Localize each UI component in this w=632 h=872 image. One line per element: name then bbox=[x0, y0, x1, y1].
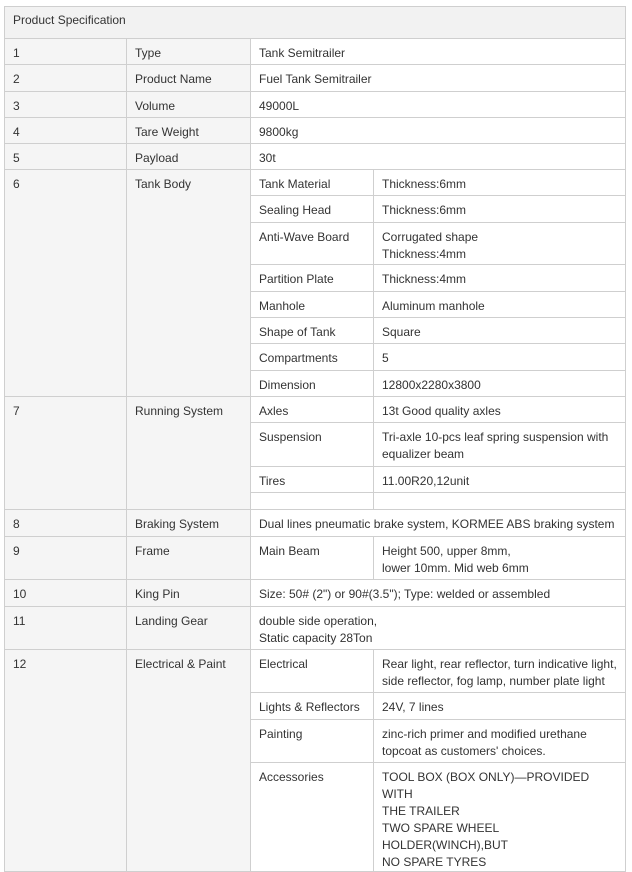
row-value: Fuel Tank Semitrailer bbox=[251, 65, 626, 92]
table-row bbox=[5, 144, 626, 170]
sub-item-name: Sealing Head bbox=[251, 196, 374, 223]
row-number: 7 bbox=[5, 397, 127, 510]
row-item: Type bbox=[127, 39, 251, 65]
sub-item-value: Square bbox=[374, 318, 626, 344]
table-row bbox=[5, 65, 626, 92]
table-row bbox=[5, 650, 626, 693]
row-number: 12 bbox=[5, 650, 127, 872]
sub-item-name: Tank Material bbox=[251, 170, 374, 196]
sub-item-name: Shape of Tank bbox=[251, 318, 374, 344]
sub-item-name: Axles bbox=[251, 397, 374, 423]
row-value: Dual lines pneumatic brake system, KORMEE ABS braking system bbox=[251, 510, 626, 537]
table-row bbox=[5, 607, 626, 650]
table-row bbox=[5, 170, 626, 196]
sub-item-name: Accessories bbox=[251, 763, 374, 872]
table-row bbox=[5, 397, 626, 423]
sub-item-value: Corrugated shape Thickness:4mm bbox=[374, 223, 626, 265]
table-row bbox=[5, 92, 626, 118]
row-item: Electrical & Paint bbox=[127, 650, 251, 872]
table-row bbox=[5, 510, 626, 537]
sub-item-value: Tri-axle 10-pcs leaf spring suspension with equalizer beam bbox=[374, 423, 626, 467]
table-row bbox=[5, 580, 626, 607]
row-value: Tank Semitrailer bbox=[251, 39, 626, 65]
sub-item-name: Compartments bbox=[251, 344, 374, 371]
sub-item-value: Height 500, upper 8mm, lower 10mm. Mid web 6mm bbox=[374, 537, 626, 580]
row-item: Payload bbox=[127, 144, 251, 170]
row-number: 3 bbox=[5, 92, 127, 118]
table-title: Product Specification bbox=[5, 7, 626, 39]
sub-item-value: TOOL BOX (BOX ONLY)—PROVIDED WITH THE TRAILER TWO SPARE WHEEL HOLDER(WINCH),BUT NO SPARE TYRES bbox=[374, 763, 626, 872]
row-item: Running System bbox=[127, 397, 251, 510]
row-number: 8 bbox=[5, 510, 127, 537]
row-number: 5 bbox=[5, 144, 127, 170]
sub-item-name: Main Beam bbox=[251, 537, 374, 580]
sub-item-name: Electrical bbox=[251, 650, 374, 693]
row-number: 9 bbox=[5, 537, 127, 580]
row-number: 1 bbox=[5, 39, 127, 65]
row-number: 6 bbox=[5, 170, 127, 397]
row-value: 49000L bbox=[251, 92, 626, 118]
sub-item-name: Lights & Reflectors bbox=[251, 693, 374, 720]
row-value: 30t bbox=[251, 144, 626, 170]
sub-item-value: zinc-rich primer and modified urethane topcoat as customers' choices. bbox=[374, 720, 626, 763]
sub-item-name: Anti-Wave Board bbox=[251, 223, 374, 265]
row-number: 11 bbox=[5, 607, 127, 650]
sub-item-name: Painting bbox=[251, 720, 374, 763]
row-item: Tare Weight bbox=[127, 118, 251, 144]
row-value: double side operation, Static capacity 28Ton bbox=[251, 607, 626, 650]
sub-item-value: 24V, 7 lines bbox=[374, 693, 626, 720]
sub-item-value: 5 bbox=[374, 344, 626, 371]
row-item: Frame bbox=[127, 537, 251, 580]
table-row bbox=[5, 118, 626, 144]
sub-item-name: Manhole bbox=[251, 292, 374, 318]
sub-item-value: 13t Good quality axles bbox=[374, 397, 626, 423]
table-header-row bbox=[5, 7, 626, 39]
row-number: 2 bbox=[5, 65, 127, 92]
empty-cell bbox=[374, 493, 626, 510]
sub-item-value: Aluminum manhole bbox=[374, 292, 626, 318]
sub-item-name: Suspension bbox=[251, 423, 374, 467]
row-value: Size: 50# (2") or 90#(3.5"); Type: welded or assembled bbox=[251, 580, 626, 607]
table-row bbox=[5, 537, 626, 580]
row-item: Tank Body bbox=[127, 170, 251, 397]
sub-item-value: 11.00R20,12unit bbox=[374, 467, 626, 493]
sub-item-value: Thickness:6mm bbox=[374, 196, 626, 223]
row-item: Product Name bbox=[127, 65, 251, 92]
sub-item-value: Thickness:6mm bbox=[374, 170, 626, 196]
sub-item-name: Partition Plate bbox=[251, 265, 374, 292]
sub-item-value: Rear light, rear reflector, turn indicative light, side reflector, fog lamp, number plate light bbox=[374, 650, 626, 693]
product-specification-table bbox=[4, 6, 626, 872]
row-item: Braking System bbox=[127, 510, 251, 537]
row-item: King Pin bbox=[127, 580, 251, 607]
sub-item-name: Tires bbox=[251, 467, 374, 493]
sub-item-value: Thickness:4mm bbox=[374, 265, 626, 292]
row-item: Volume bbox=[127, 92, 251, 118]
sub-item-value: 12800x2280x3800 bbox=[374, 371, 626, 397]
row-number: 10 bbox=[5, 580, 127, 607]
row-item: Landing Gear bbox=[127, 607, 251, 650]
table-row bbox=[5, 39, 626, 65]
empty-cell bbox=[251, 493, 374, 510]
sub-item-name: Dimension bbox=[251, 371, 374, 397]
row-number: 4 bbox=[5, 118, 127, 144]
row-value: 9800kg bbox=[251, 118, 626, 144]
